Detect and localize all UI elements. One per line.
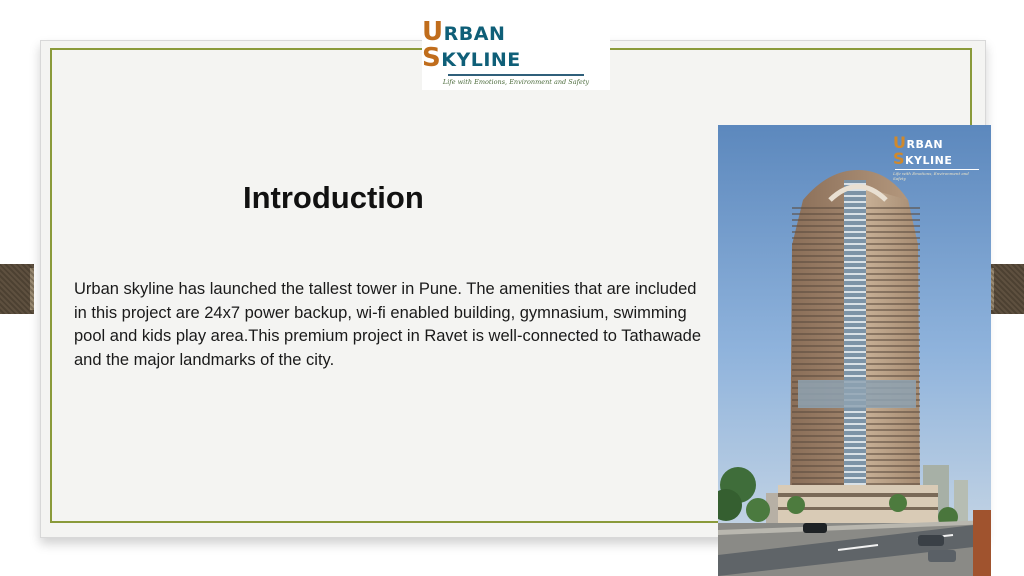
urban-skyline-logo [422, 14, 610, 90]
slide-title: Introduction [243, 180, 424, 215]
logo-rule [448, 74, 584, 76]
logo-tagline: Life with Emotions, Environment and Safety [442, 77, 590, 86]
right-decorative-tab [990, 264, 1024, 314]
intro-paragraph: Urban skyline has launched the tallest tower in Pune. The amenities that are included in this project are 24x7 power backup, wi-fi enabled building, gymnasium, swimming pool and kids play area.This premium project in Ravet is well-connected to Tathawade and the major landmarks of the city. [74, 280, 702, 369]
logo-wordmark: URBAN SKYLINE [422, 16, 521, 73]
tower-rendering-image [718, 125, 991, 576]
left-decorative-tab [0, 264, 34, 314]
photo-logo-tagline: Life with Emotions, Environment and Safety [893, 171, 969, 181]
photo-logo-wordmark: URBAN SKYLINE [893, 133, 953, 168]
photo-logo [893, 135, 981, 181]
